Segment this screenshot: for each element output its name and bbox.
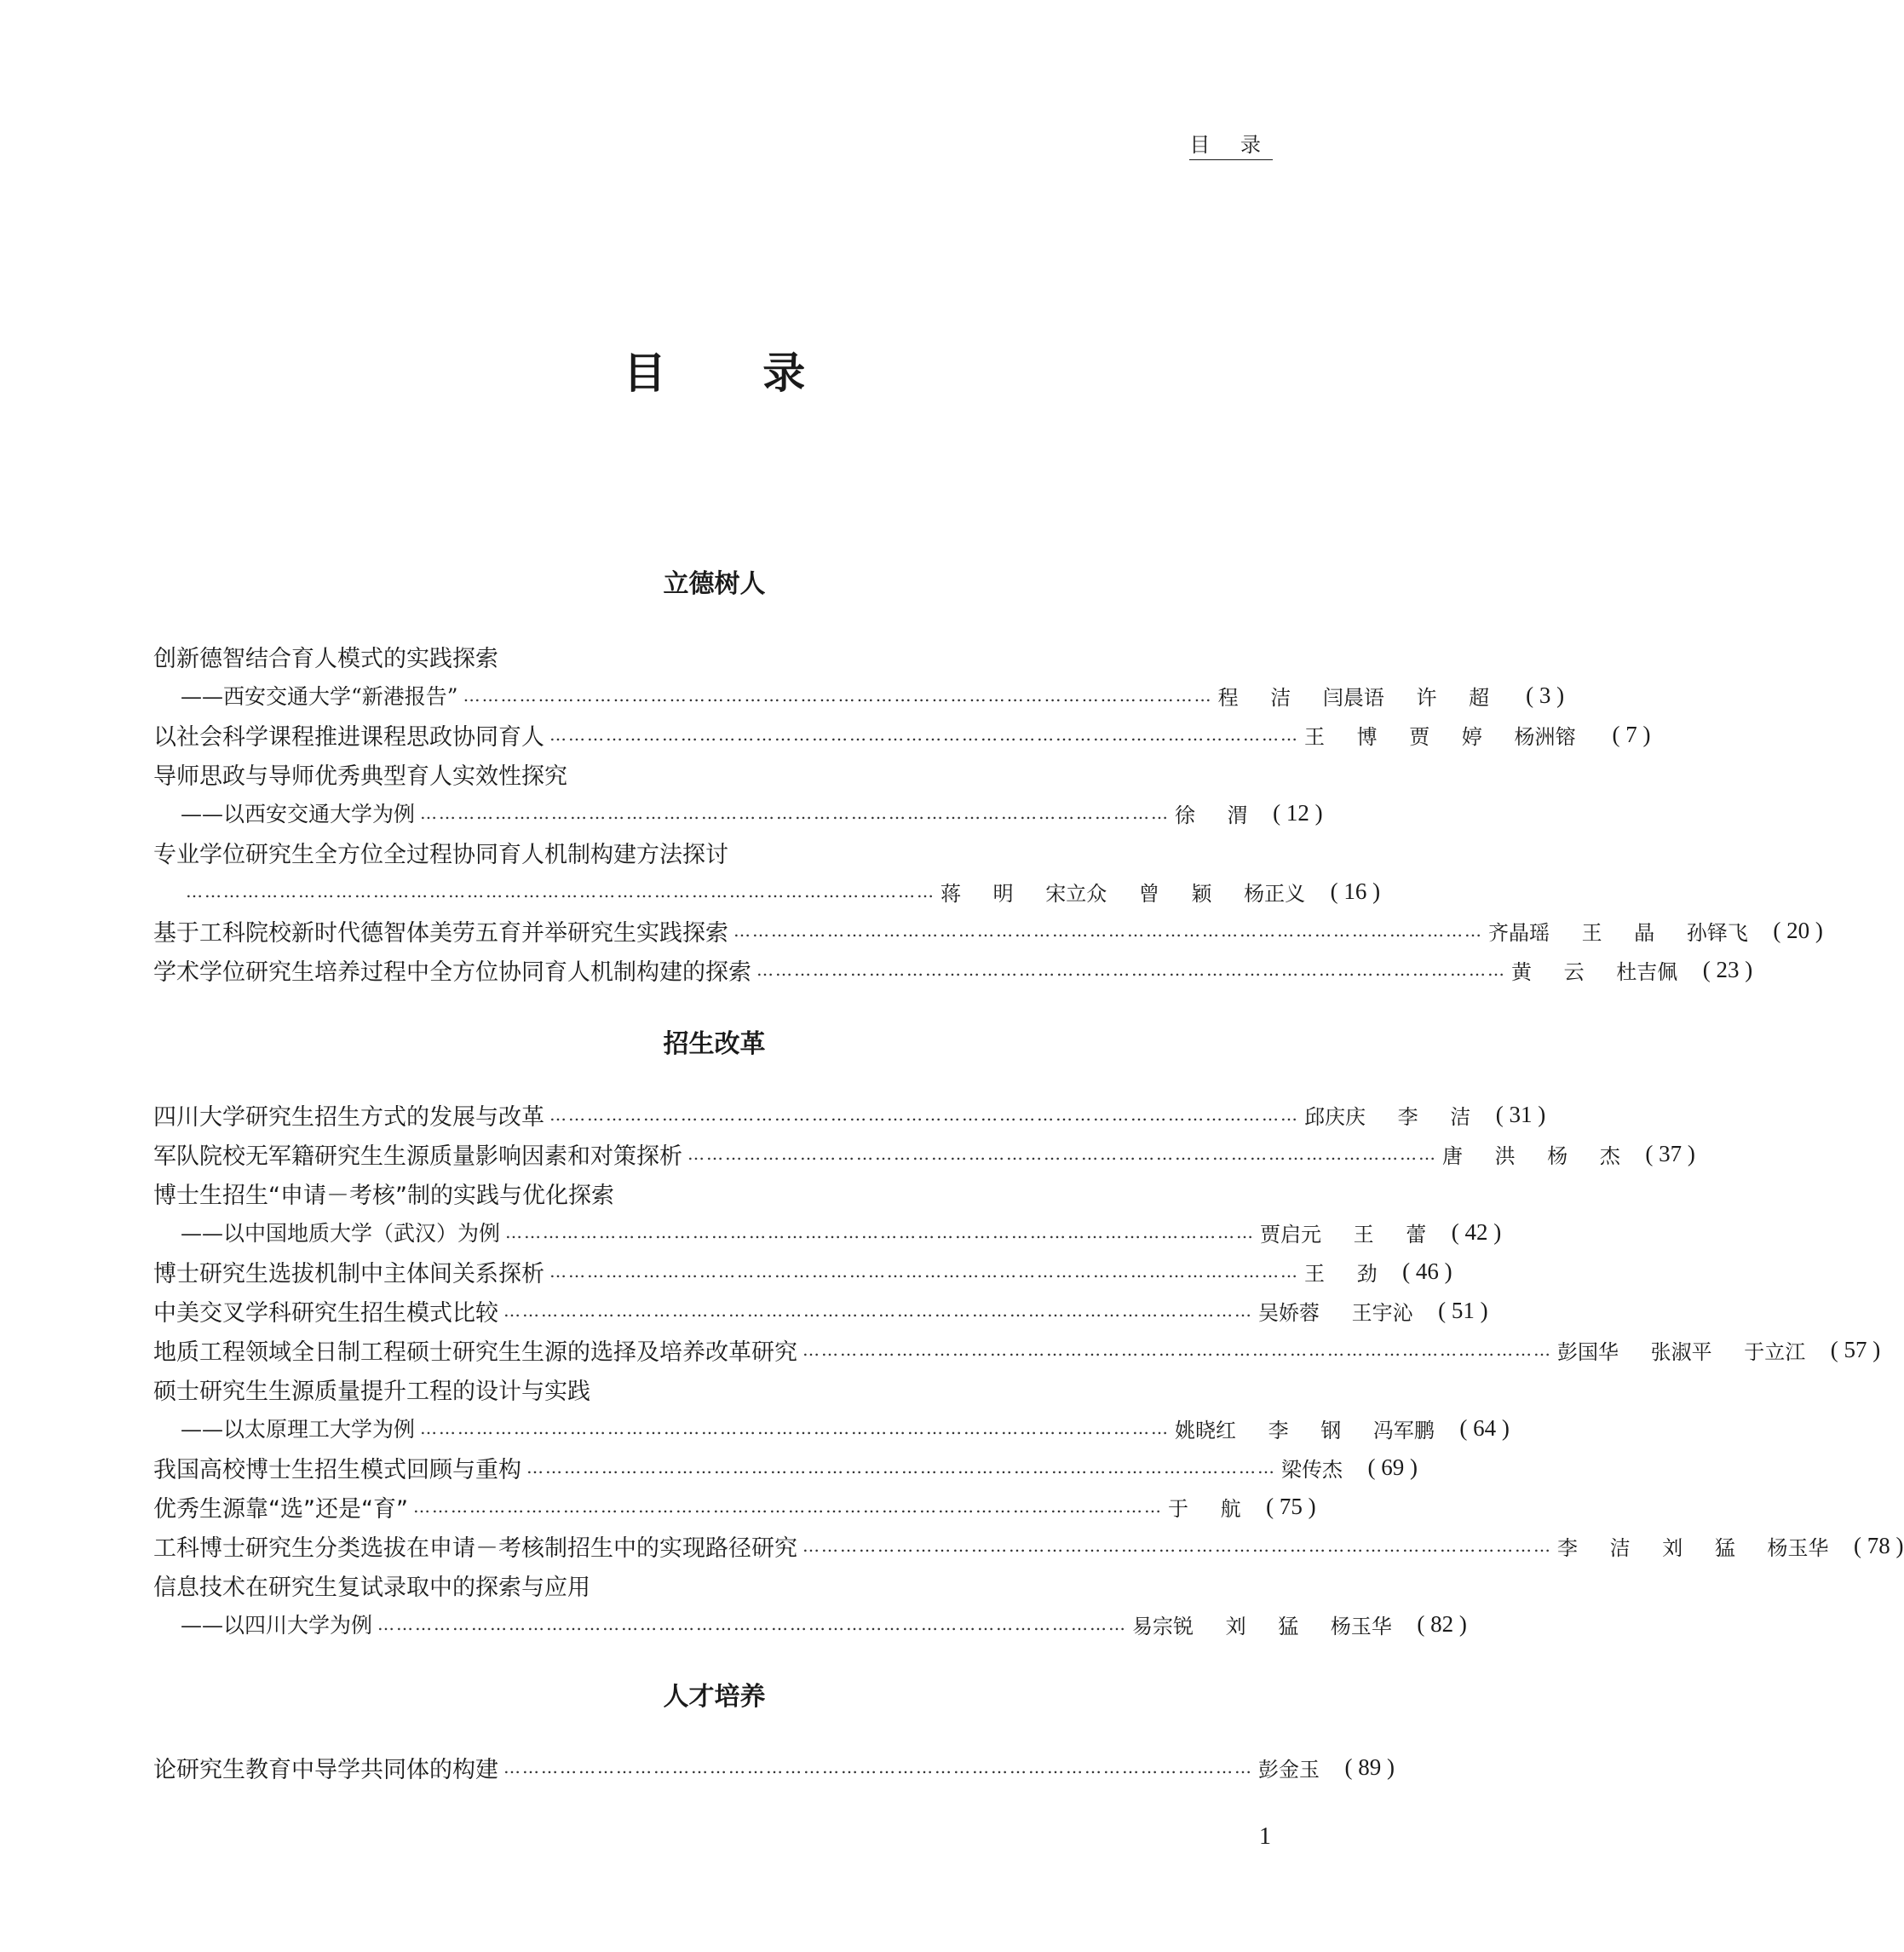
page-number: 1 [1259, 1823, 1271, 1850]
entry-authors: 彭金玉 [1258, 1757, 1320, 1782]
entry-title: 优秀生源靠“选”还是“育” [153, 1495, 408, 1523]
entry-page: ( 82 ) [1417, 1610, 1467, 1637]
leader-dots: ………………………………………………………………………………………………………… [412, 1496, 1163, 1517]
entry-title: 以社会科学课程推进课程思政协同育人 [153, 723, 544, 751]
entry-title: 创新德智结合育人模式的实践探索 [153, 645, 498, 672]
entry-page: ( 16 ) [1330, 878, 1381, 904]
entry-title: 中美交叉学科研究生招生模式比较 [153, 1299, 498, 1327]
leader-dots: ………………………………………………………………………………………………………… [420, 803, 1171, 823]
entry-authors: 于 航 [1167, 1496, 1241, 1521]
entry-authors: 吴娇蓉 王宇沁 [1258, 1300, 1413, 1325]
leader-dots: ………………………………………………………………………………………………………… [687, 1143, 1437, 1164]
toc-entry[interactable] [153, 1174, 1274, 1212]
toc-entry[interactable] [153, 1527, 1904, 1564]
entry-page: ( 69 ) [1367, 1454, 1418, 1480]
entry-authors: 齐晶瑶 王 晶 孙铎飞 [1488, 920, 1748, 945]
entry-page: ( 3 ) [1526, 682, 1565, 708]
entry-title: 军队院校无军籍研究生生源质量影响因素和对策探析 [153, 1143, 682, 1170]
entry-title: 论研究生教育中导学共同体的构建 [153, 1756, 498, 1783]
toc-entry[interactable] [153, 1748, 1395, 1786]
entry-subtitle: ——以中国地质大学（武汉）为例 [181, 1221, 501, 1246]
toc-entry[interactable] [153, 755, 1274, 792]
leader-dots: ………………………………………………………………………………………………………… [549, 1104, 1299, 1125]
toc-entry[interactable] [153, 1331, 1881, 1368]
section-heading: 立德树人 [663, 569, 766, 599]
entry-subtitle: ——以西安交通大学为例 [181, 802, 416, 826]
entry-page: ( 75 ) [1266, 1493, 1316, 1519]
entry-authors: 姚晓红 李 钢 冯军鹏 [1175, 1418, 1435, 1442]
toc-entry[interactable] [181, 677, 1565, 714]
entry-title: 四川大学研究生招生方式的发展与改革 [153, 1103, 544, 1131]
leader-dots: ………………………………………………………………………………………………………… [377, 1614, 1128, 1634]
page-title: 目 录 [623, 348, 847, 398]
entry-authors: 程 洁 闫晨语 许 超 [1217, 685, 1490, 710]
section-heading: 人才培养 [663, 1682, 766, 1712]
toc-entry[interactable] [181, 872, 1381, 910]
leader-dots: ………………………………………………………………………………………………………… [802, 1339, 1552, 1360]
leader-dots: ………………………………………………………………………………………………………… [503, 1757, 1253, 1777]
toc-entry[interactable] [181, 794, 1323, 832]
entry-authors: 蒋 明 宋立众 曾 颖 杨正义 [940, 881, 1306, 906]
entry-subtitle: ——西安交通大学“新港报告” [181, 684, 458, 709]
entry-title: 基于工科院校新时代德智体美劳五育并举研究生实践探索 [153, 919, 728, 947]
entry-page: ( 31 ) [1495, 1101, 1546, 1127]
entry-page: ( 37 ) [1645, 1140, 1695, 1166]
entry-page: ( 20 ) [1773, 917, 1823, 943]
entry-page: ( 42 ) [1451, 1218, 1502, 1245]
toc-entry[interactable] [153, 1448, 1418, 1486]
toc-entry[interactable] [153, 1488, 1316, 1525]
entry-authors: 易宗锐 刘 猛 杨玉华 [1132, 1614, 1392, 1638]
entry-authors: 彭国华 张淑平 于立江 [1557, 1339, 1806, 1364]
entry-title: 工科博士研究生分类选拔在申请－考核制招生中的实现路径研究 [153, 1535, 797, 1562]
entry-subtitle: ——以四川大学为例 [181, 1613, 373, 1638]
leader-dots: ………………………………………………………………………………………………………… [420, 1418, 1171, 1438]
entry-title: 信息技术在研究生复试录取中的探索与应用 [153, 1574, 590, 1601]
leader-dots: ………………………………………………………………………………………………………… [756, 959, 1506, 980]
entry-authors: 李 洁 刘 猛 杨玉华 [1557, 1535, 1829, 1560]
entry-authors: 黄 云 杜吉佩 [1511, 959, 1678, 984]
entry-page: ( 51 ) [1438, 1297, 1488, 1323]
entry-title: 博士研究生选拔机制中主体间关系探析 [153, 1260, 544, 1287]
toc-entry[interactable] [153, 1292, 1488, 1329]
entry-page: ( 89 ) [1344, 1753, 1395, 1780]
entry-authors: 梁传杰 [1281, 1457, 1343, 1482]
entry-page: ( 23 ) [1702, 956, 1753, 982]
entry-title: 地质工程领域全日制工程硕士研究生生源的选择及培养改革研究 [153, 1339, 797, 1366]
entry-title: 导师思政与导师优秀典型育人实效性探究 [153, 763, 567, 790]
leader-dots: ………………………………………………………………………………………………………… [549, 724, 1299, 745]
entry-page: ( 78 ) [1854, 1532, 1904, 1558]
leader-dots: ………………………………………………………………………………………………………… [463, 685, 1213, 705]
leader-dots: ………………………………………………………………………………………………………… [802, 1535, 1552, 1556]
entry-title: 专业学位研究生全方位全过程协同育人机制构建方法探讨 [153, 841, 728, 868]
leader-dots: ………………………………………………………………………………………………………… [526, 1457, 1276, 1477]
entry-page: ( 57 ) [1830, 1336, 1881, 1362]
toc-entry[interactable] [153, 1135, 1695, 1172]
entry-authors: 徐 渭 [1175, 803, 1248, 827]
running-header: 目 录 [1189, 128, 1273, 160]
toc-entry[interactable] [153, 716, 1651, 753]
toc-entry[interactable] [153, 912, 1823, 949]
entry-authors: 王 博 贾 婷 杨洲镕 [1304, 724, 1576, 749]
entry-page: ( 7 ) [1612, 721, 1651, 747]
toc-entry[interactable] [153, 1566, 1274, 1604]
entry-subtitle: ——以太原理工大学为例 [181, 1417, 416, 1442]
entry-authors: 邱庆庆 李 洁 [1304, 1104, 1471, 1129]
toc-entry[interactable] [181, 1605, 1467, 1643]
entry-authors: 唐 洪 杨 杰 [1442, 1143, 1620, 1168]
entry-authors: 贾启元 王 蕾 [1260, 1222, 1427, 1247]
leader-dots: ………………………………………………………………………………………………………… [505, 1222, 1256, 1242]
toc-entry[interactable] [153, 833, 1274, 871]
toc-entry[interactable] [153, 1252, 1452, 1290]
leader-dots: ………………………………………………………………………………………………………… [503, 1300, 1253, 1321]
entry-title: 学术学位研究生培养过程中全方位协同育人机制构建的探索 [153, 959, 751, 986]
leader-dots: ………………………………………………………………………………………………………… [549, 1261, 1299, 1281]
entry-title: 我国高校博士生招生模式回顾与重构 [153, 1456, 521, 1483]
toc-entry[interactable] [181, 1213, 1502, 1251]
entry-authors: 王 劲 [1304, 1261, 1378, 1286]
entry-page: ( 64 ) [1459, 1414, 1510, 1441]
entry-title: 硕士研究生生源质量提升工程的设计与实践 [153, 1378, 590, 1405]
entry-page: ( 46 ) [1402, 1258, 1452, 1284]
leader-dots: ………………………………………………………………………………………………………… [733, 920, 1483, 941]
toc-entry[interactable] [153, 637, 1274, 675]
toc-entry[interactable] [153, 1370, 1274, 1408]
toc-entry[interactable] [153, 951, 1753, 988]
toc-entry[interactable] [181, 1409, 1510, 1447]
section-heading: 招生改革 [663, 1029, 766, 1059]
leader-dots: ………………………………………………………………………………………………………… [186, 881, 935, 901]
entry-page: ( 12 ) [1273, 799, 1323, 826]
entry-title: 博士生招生“申请－考核”制的实践与优化探索 [153, 1182, 614, 1209]
toc-entry[interactable] [153, 1096, 1546, 1133]
